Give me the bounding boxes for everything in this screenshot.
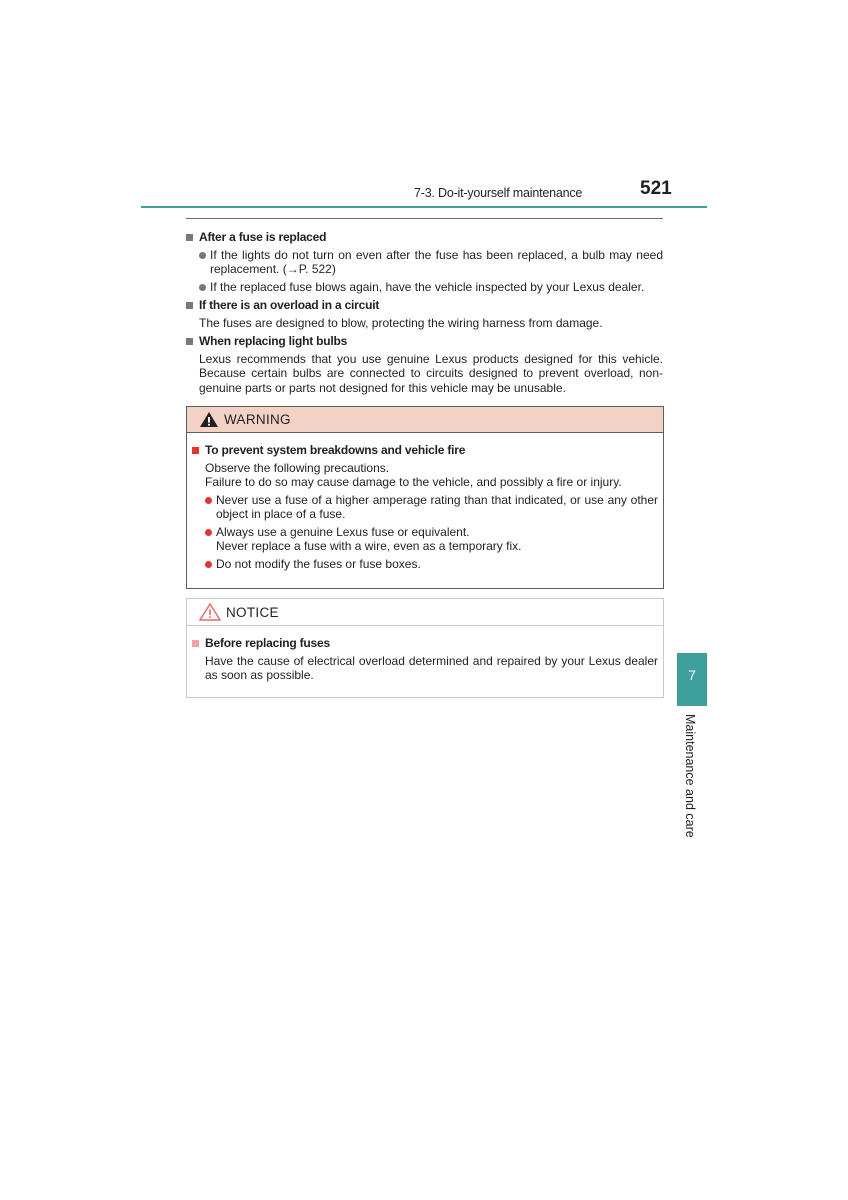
main-content [186,226,663,395]
notice-heading: Before replacing fuses [192,636,658,651]
notice-text: Have the cause of electrical overload determined and repaired by your Lexus dealer as soon as possible. [205,653,658,682]
warning-box [186,406,664,589]
square-bullet-icon [192,447,199,454]
content-rule [186,218,663,219]
section-heading: After a fuse is replaced [186,230,663,245]
notice-box [186,598,664,698]
section-heading: When replacing light bulbs [186,334,663,349]
bullet-dot-icon [205,497,212,504]
warning-header [187,407,663,433]
square-bullet-icon [186,338,193,345]
notice-body [187,626,663,683]
bullet-dot-icon [205,529,212,536]
chapter-tab: 7 [677,653,707,706]
square-bullet-icon [186,234,193,241]
warning-intro: Observe the following precautions. Failure to do so may cause damage to the vehicle, and possibly a fire or injury. [205,460,622,489]
warning-heading: To prevent system breakdowns and vehicle fire [192,443,658,458]
page-number: 521 [640,178,672,199]
list-item: If the lights do not turn on even after the fuse has been replaced, a bulb may need replacement. (→P. 522) [199,248,663,277]
list-item: If the replaced fuse blows again, have the vehicle inspected by your Lexus dealer. [199,280,663,295]
warning-title: WARNING [224,412,291,427]
warning-list-item: Always use a genuine Lexus fuse or equivalent. Never replace a fuse with a wire, even as a temporary fix. [205,525,658,554]
chapter-title: Maintenance and care [683,714,697,838]
bullet-dot-icon [199,284,206,291]
header-rule [141,206,707,208]
paragraph: The fuses are designed to blow, protecting the wiring harness from damage. [199,315,603,330]
square-bullet-icon [186,302,193,309]
notice-title: NOTICE [226,604,279,620]
bullet-dot-icon [199,252,206,259]
bullet-dot-icon [205,561,212,568]
warning-list-item: Never use a fuse of a higher amperage rating than that indicated, or use any other object in place of a fuse. [205,493,658,522]
section-title: 7-3. Do-it-yourself maintenance [414,186,583,200]
warning-triangle-icon [199,411,219,428]
warning-list-item: Do not modify the fuses or fuse boxes. [205,557,658,572]
paragraph: Lexus recommends that you use genuine Lexus products designed for this vehicle. Because certain bulbs are connected to circuits designed to prevent overload, non-genuine parts or parts not designed for this vehicle may be unusable. [199,351,663,395]
notice-header [187,599,663,626]
square-bullet-icon [192,640,199,647]
warning-body [187,433,663,571]
section-heading: If there is an overload in a circuit [186,298,663,313]
caution-triangle-icon [199,603,221,621]
